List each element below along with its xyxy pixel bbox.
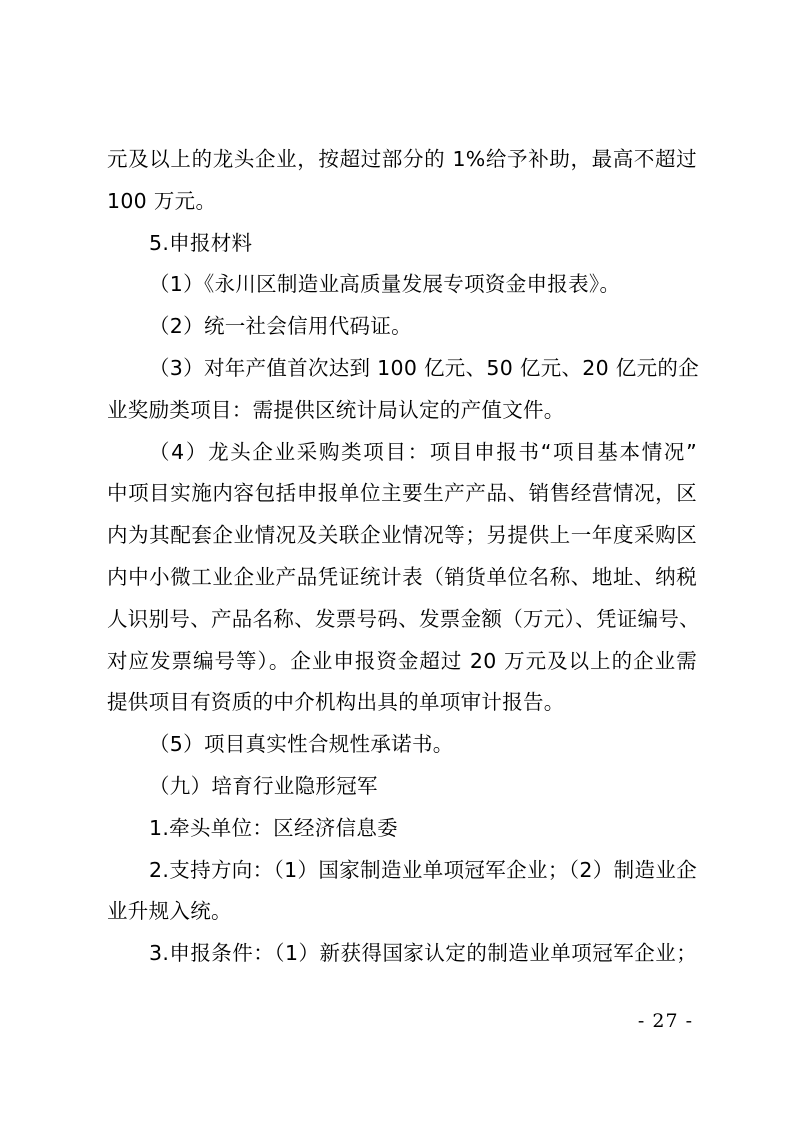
text-line: （1）《永川区制造业高质量发展专项资金申报表》。 (149, 272, 621, 297)
text-line: 业奖励类项目：需提供区统计局认定的产值文件。 (107, 397, 565, 422)
text-line: 5.申报材料 (149, 230, 253, 255)
text-line: 内为其配套企业情况及关联企业情况等；另提供上一年度采购区 (107, 523, 697, 548)
text-line: （2）统一社会信用代码证。 (149, 314, 412, 339)
text-line: 提供项目有资质的中介机构出具的单项审计报告。 (107, 690, 565, 715)
text-line: 1.牵头单位：区经济信息委 (149, 815, 398, 840)
text-line: 对应发票编号等）。企业申报资金超过 20 万元及以上的企业需 (107, 648, 697, 673)
text-line: 3.申报条件：（1）新获得国家认定的制造业单项冠军企业； (149, 941, 697, 966)
text-line: 人识别号、产品名称、发票号码、发票金额（万元）、凭证编号、 (107, 606, 700, 631)
text-line: 内中小微工业企业产品凭证统计表（销货单位名称、地址、纳税 (107, 564, 697, 589)
text-line: 元及以上的龙头企业，按超过部分的 1%给予补助，最高不超过 (107, 147, 697, 171)
document-body (107, 139, 700, 975)
page-number: - 27 - (637, 1010, 693, 1032)
text-line: 中项目实施内容包括申报单位主要生产产品、销售经营情况，区 (107, 481, 697, 506)
text-line: （3）对年产值首次达到 100 亿元、50 亿元、20 亿元的企 (149, 355, 700, 380)
text-line: （4）龙头企业采购类项目：项目申报书“项目基本情况” (149, 439, 697, 464)
text-line: 2.支持方向：（1）国家制造业单项冠军企业；（2）制造业企 (149, 857, 697, 882)
text-line: （九）培育行业隐形冠军 (149, 773, 378, 798)
text-line: 业升规入统。 (107, 899, 232, 924)
text-line: （5）项目真实性合规性承诺书。 (149, 732, 454, 757)
text-line: 100 万元。 (107, 188, 217, 213)
